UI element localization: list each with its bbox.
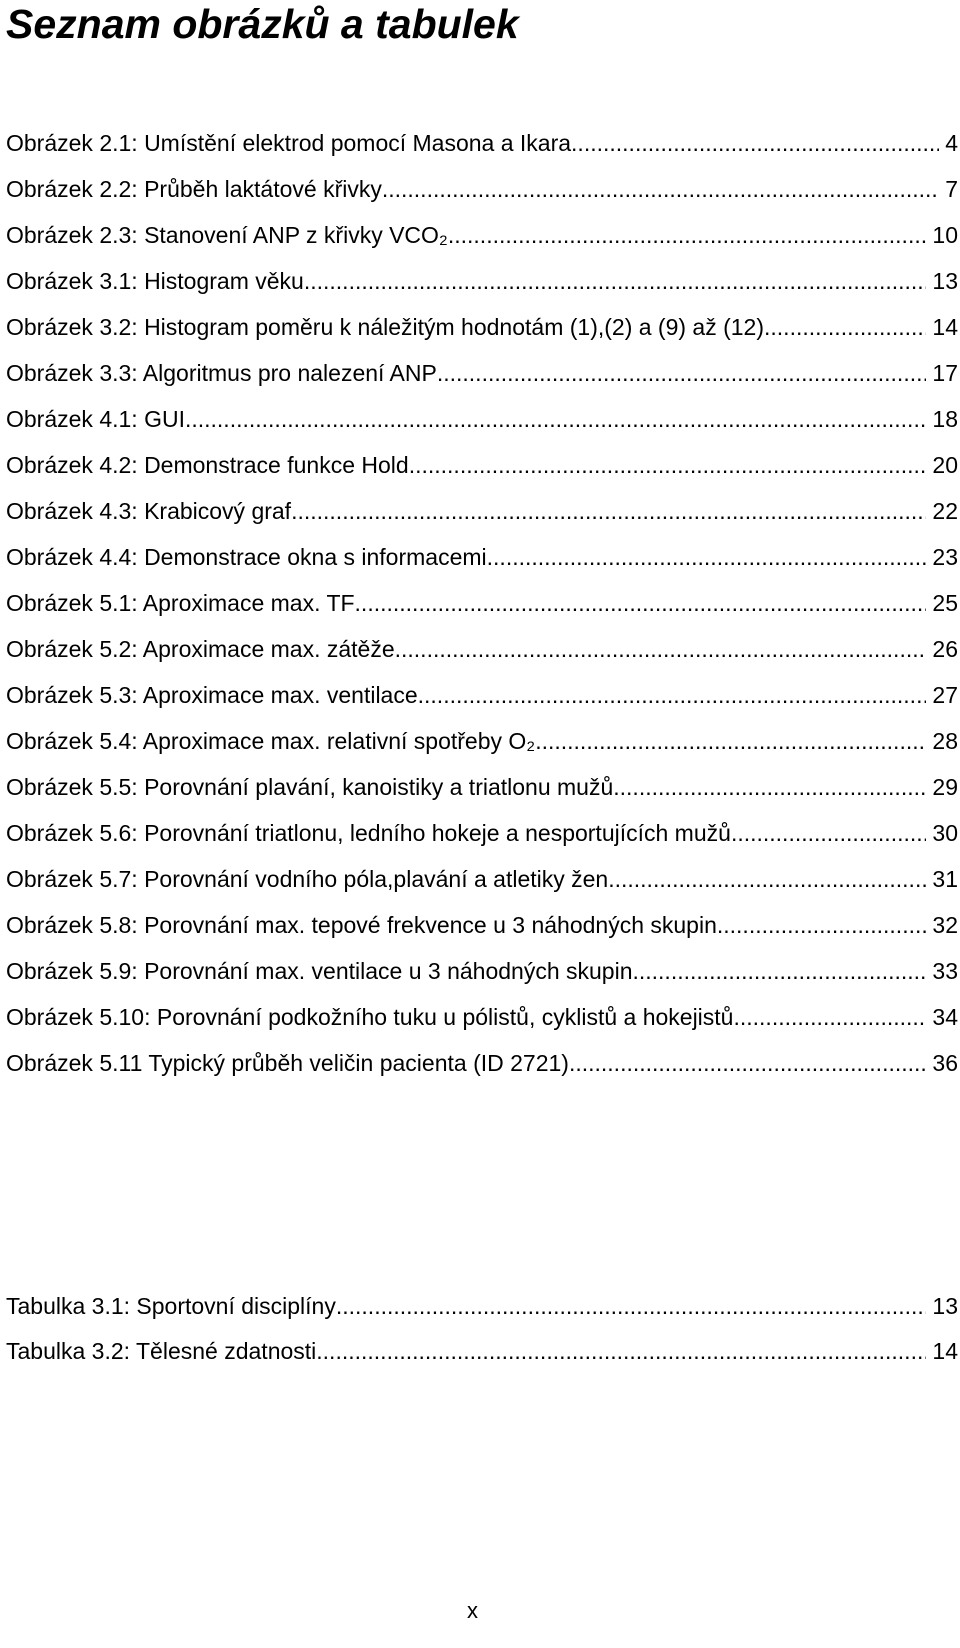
entry-label: Obrázek 4.1: GUI — [6, 406, 185, 432]
page-number: x — [467, 1598, 478, 1623]
figure-entry[interactable] — [6, 1001, 958, 1047]
figure-entry[interactable] — [6, 265, 958, 311]
table-entry[interactable] — [6, 1335, 958, 1380]
entry-page-number: 13 — [932, 1293, 958, 1319]
figure-entry[interactable] — [6, 679, 958, 725]
figure-entry[interactable] — [6, 587, 958, 633]
dot-leader — [571, 127, 939, 159]
entry-label: Obrázek 4.2: Demonstrace funkce Hold — [6, 452, 409, 478]
entry-label: Obrázek 5.10: Porovnání podkožního tuku u pólistů, cyklistů a hokejistů — [6, 1004, 734, 1030]
entry-label: Obrázek 5.2: Aproximace max. zátěže — [6, 636, 395, 662]
dot-leader — [731, 817, 926, 849]
dot-leader — [717, 909, 927, 941]
entry-label: Obrázek 3.3: Algoritmus pro nalezení ANP — [6, 360, 437, 386]
dot-leader — [355, 587, 927, 619]
entry-page-number: 29 — [932, 774, 958, 800]
entry-label: Obrázek 5.5: Porovnání plavání, kanoistiky a triatlonu mužů — [6, 774, 614, 800]
entry-page-number: 22 — [932, 498, 958, 524]
entry-label: Obrázek 5.4: Aproximace max. relativní spotřeby O₂ — [6, 728, 536, 754]
figure-entry[interactable] — [6, 771, 958, 817]
entry-label: Obrázek 5.8: Porovnání max. tepové frekvence u 3 náhodných skupin — [6, 912, 717, 938]
figure-entry[interactable] — [6, 311, 958, 357]
list-of-tables — [6, 1290, 958, 1380]
entry-page-number: 32 — [932, 912, 958, 938]
page-title: Seznam obrázků a tabulek — [6, 1, 519, 47]
dot-leader — [487, 541, 927, 573]
dot-leader — [185, 403, 926, 435]
figure-entry[interactable] — [6, 541, 958, 587]
entry-page-number: 20 — [932, 452, 958, 478]
dot-leader — [395, 633, 927, 665]
entry-page-number: 34 — [932, 1004, 958, 1030]
entry-page-number: 28 — [932, 728, 958, 754]
entry-label: Obrázek 5.7: Porovnání vodního póla,plavání a atletiky žen — [6, 866, 609, 892]
entry-page-number: 25 — [932, 590, 958, 616]
dot-leader — [535, 725, 926, 757]
dot-leader — [613, 771, 926, 803]
dot-leader — [418, 679, 927, 711]
entry-label: Obrázek 5.11 Typický průběh veličin pacienta (ID 2721) — [6, 1050, 569, 1076]
entry-page-number: 26 — [932, 636, 958, 662]
entry-label: Obrázek 4.4: Demonstrace okna s informacemi — [6, 544, 487, 570]
entry-label: Obrázek 5.1: Aproximace max. TF — [6, 590, 355, 616]
entry-page-number: 30 — [932, 820, 958, 846]
dot-leader — [409, 449, 927, 481]
entry-page-number: 4 — [945, 130, 958, 156]
entry-page-number: 7 — [945, 176, 958, 202]
figure-entry[interactable] — [6, 725, 958, 771]
figure-entry[interactable] — [6, 495, 958, 541]
entry-label: Tabulka 3.2: Tělesné zdatnosti — [6, 1338, 317, 1364]
figure-entry[interactable] — [6, 219, 958, 265]
dot-leader — [382, 173, 939, 205]
entry-label: Obrázek 4.3: Krabicový graf — [6, 498, 292, 524]
entry-page-number: 14 — [932, 1338, 958, 1364]
entry-label: Obrázek 2.1: Umístění elektrod pomocí Masona a Ikara — [6, 130, 572, 156]
dot-leader — [291, 495, 926, 527]
list-of-figures — [6, 127, 958, 1093]
entry-page-number: 33 — [932, 958, 958, 984]
figure-entry[interactable] — [6, 403, 958, 449]
entry-page-number: 18 — [932, 406, 958, 432]
table-entry[interactable] — [6, 1290, 958, 1335]
entry-label: Obrázek 5.9: Porovnání max. ventilace u 3 náhodných skupin — [6, 958, 633, 984]
entry-label: Obrázek 2.2: Průběh laktátové křivky — [6, 176, 382, 202]
figure-entry[interactable] — [6, 173, 958, 219]
dot-leader — [437, 357, 927, 389]
entry-label: Obrázek 2.3: Stanovení ANP z křivky VCO₂ — [6, 222, 448, 248]
entry-page-number: 13 — [932, 268, 958, 294]
entry-page-number: 31 — [932, 866, 958, 892]
dot-leader — [304, 265, 927, 297]
entry-page-number: 36 — [932, 1050, 958, 1076]
entry-page-number: 17 — [932, 360, 958, 386]
figure-entry[interactable] — [6, 127, 958, 173]
figure-entry[interactable] — [6, 955, 958, 1001]
figure-entry[interactable] — [6, 1047, 958, 1093]
dot-leader — [569, 1047, 926, 1079]
dot-leader — [608, 863, 926, 895]
figure-entry[interactable] — [6, 909, 958, 955]
dot-leader — [448, 219, 927, 251]
figure-entry[interactable] — [6, 817, 958, 863]
dot-leader — [336, 1290, 927, 1322]
entry-label: Obrázek 5.3: Aproximace max. ventilace — [6, 682, 418, 708]
entry-page-number: 27 — [932, 682, 958, 708]
entry-label: Obrázek 3.2: Histogram poměru k náležitým hodnotám (1),(2) a (9) až (12) — [6, 314, 765, 340]
dot-leader — [316, 1335, 926, 1367]
entry-label: Obrázek 3.1: Histogram věku — [6, 268, 304, 294]
figure-entry[interactable] — [6, 357, 958, 403]
entry-page-number: 23 — [932, 544, 958, 570]
dot-leader — [733, 1001, 926, 1033]
entry-page-number: 10 — [932, 222, 958, 248]
figure-entry[interactable] — [6, 449, 958, 495]
entry-label: Obrázek 5.6: Porovnání triatlonu, ledního hokeje a nesportujících mužů — [6, 820, 731, 846]
dot-leader — [764, 311, 926, 343]
figure-entry[interactable] — [6, 863, 958, 909]
figure-entry[interactable] — [6, 633, 958, 679]
entry-label: Tabulka 3.1: Sportovní disciplíny — [6, 1293, 336, 1319]
dot-leader — [632, 955, 926, 987]
entry-page-number: 14 — [932, 314, 958, 340]
